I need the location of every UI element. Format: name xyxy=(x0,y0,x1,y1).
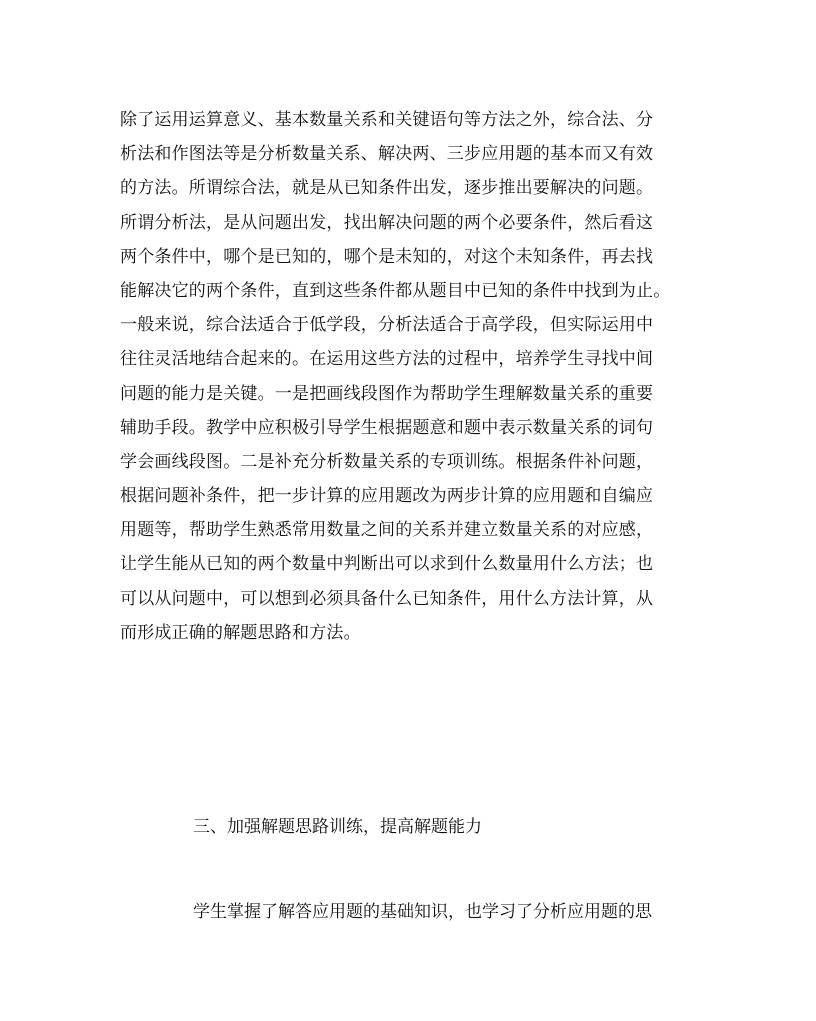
paragraph-line: 而形成正确的解题思路和方法。 xyxy=(120,622,361,643)
paragraph-line: 除了运用运算意义、基本数量关系和关键语句等方法之外，综合法、分 xyxy=(120,110,654,130)
body-paragraph xyxy=(120,103,700,650)
paragraph-line: 析法和作图法等是分析数量关系、解决两、三步应用题的基本而又有效 xyxy=(120,144,654,165)
paragraph-line: 用题等，帮助学生熟悉常用数量之间的关系并建立数量关系的对应感， xyxy=(120,520,654,541)
paragraph-line: 可以从问题中，可以想到必须具备什么已知条件，用什么方法计算，从 xyxy=(120,588,654,609)
paragraph-line: 根据问题补条件，把一步计算的应用题改为两步计算的应用题和自编应 xyxy=(120,486,654,507)
paragraph-line: 两个条件中，哪个是已知的，哪个是未知的，对这个未知条件，再去找 xyxy=(120,246,654,267)
paragraph-line: 让学生能从已知的两个数量中判断出可以求到什么数量用什么方法；也 xyxy=(120,554,654,575)
paragraph-line: 问题的能力是关键。一是把画线段图作为帮助学生理解数量关系的重要 xyxy=(120,383,654,404)
paragraph-line: 学会画线段图。二是补充分析数量关系的专项训练。根据条件补问题， xyxy=(120,451,654,472)
paragraph-line: 往往灵活地结合起来的。在运用这些方法的过程中，培养学生寻找中间 xyxy=(120,349,654,370)
section-heading: 三、加强解题思路训练，提高解题能力 xyxy=(193,817,482,837)
paragraph-line: 的方法。所谓综合法，就是从已知条件出发，逐步推出要解决的问题。 xyxy=(120,178,654,199)
paragraph-line: 所谓分析法，是从问题出发，找出解决问题的两个必要条件，然后看这 xyxy=(120,212,654,233)
paragraph-line: 辅助手段。教学中应积极引导学生根据题意和题中表示数量关系的词句 xyxy=(120,417,654,438)
next-paragraph-first-line: 学生掌握了解答应用题的基础知识，也学习了分析应用题的思 xyxy=(193,902,652,922)
paragraph-line: 一般来说，综合法适合于低学段，分析法适合于高学段，但实际运用中 xyxy=(120,315,654,336)
paragraph-line: 能解决它的两个条件，直到这些条件都从题目中已知的条件中找到为止。 xyxy=(120,280,671,301)
